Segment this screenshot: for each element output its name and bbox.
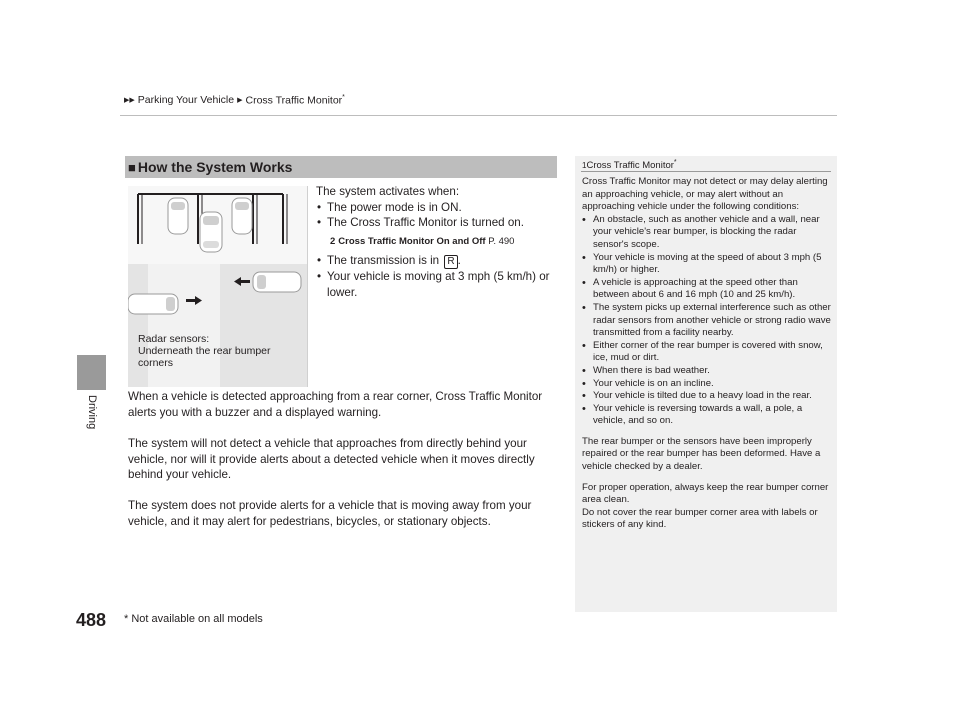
page-number: 488: [76, 610, 107, 630]
cross-reference-link[interactable]: 2 Cross Traffic Monitor On and Off P. 490: [330, 235, 515, 247]
list-item: • Your vehicle is moving at 3 mph (5 km/h) or lower.: [316, 269, 561, 300]
list-item: • Your vehicle is on an incline.: [582, 378, 834, 391]
list-item: • Your vehicle is tilted due to a heavy load in the rear.: [582, 390, 834, 403]
breadcrumb-arrow-icon: ▶▶: [124, 97, 135, 105]
sidebar-rule: [581, 171, 831, 172]
list-item: • An obstacle, such as another vehicle and a wall, near your vehicle's rear bumper, is blocking the radar sensor's scope.: [582, 214, 834, 252]
section-square-icon: ■: [128, 159, 136, 175]
list-item: • The Cross Traffic Monitor is turned on.: [316, 215, 561, 231]
sidebar-note: [575, 156, 837, 612]
note-number-icon: 1: [582, 161, 587, 171]
parking-illustration: [128, 186, 308, 387]
chapter-label: Driving: [86, 395, 98, 430]
activation-intro: The system activates when:: [316, 185, 460, 198]
section-header: [125, 156, 557, 178]
sidebar-title: 1Cross Traffic Monitor*: [582, 159, 677, 172]
list-item: • When there is bad weather.: [582, 365, 834, 378]
header-rule: [120, 115, 837, 116]
cross-reference-icon: 2: [330, 235, 336, 247]
footnote: * Not available on all models: [124, 613, 263, 625]
illustration-caption: Radar sensors: Underneath the rear bumper corners: [138, 333, 271, 369]
sidebar-body: [582, 176, 834, 532]
sidebar-paragraph: For proper operation, always keep the rear bumper corner area clean.: [582, 481, 829, 506]
list-item: • The transmission is in R .: [316, 253, 561, 269]
list-item: • The system picks up external interference such as other radar sensors from another vehicle or strong radio wave transmitted from a facility nearby.: [582, 302, 834, 340]
section-title: How the System Works: [137, 159, 293, 175]
list-item: • A vehicle is approaching at the speed other than between about 6 and 16 mph (10 and 25 km/h).: [582, 277, 834, 302]
activation-conditions: [316, 184, 561, 300]
list-item: • Your vehicle is reversing towards a wall, a pole, a vehicle, and so on.: [582, 403, 834, 428]
body-paragraph: The system does not provide alerts for a vehicle that is moving away from your vehicle, and it may alert for pedestrians, bicycles, or stationary objects.: [128, 499, 532, 528]
sidebar-paragraph: The rear bumper or the sensors have been improperly repaired or the rear bumper has been deformed. Have a vehicle checked by a dealer.: [582, 435, 821, 473]
sidebar-paragraph: Do not cover the rear bumper corner area with labels or stickers of any kind.: [582, 506, 818, 531]
breadcrumb: [124, 94, 345, 107]
breadcrumb-item-cross-traffic[interactable]: Cross Traffic Monitor*: [245, 94, 345, 107]
list-item: • Either corner of the rear bumper is covered with snow, ice, mud or dirt.: [582, 340, 834, 365]
body-paragraph: When a vehicle is detected approaching from a rear corner, Cross Traffic Monitor alerts you with a buzzer and a displayed warning.: [128, 390, 543, 419]
sidebar-intro: Cross Traffic Monitor may not detect or may delay alerting an approaching vehicle, or may alert without an approaching vehicle under the following conditions:: [582, 176, 828, 213]
list-item: • The power mode is in ON.: [316, 200, 561, 216]
body-paragraph: The system will not detect a vehicle that approaches from directly behind your vehicle, nor will it provide alerts about a detected vehicle when it moves directly behind your vehicle.: [128, 437, 535, 481]
breadcrumb-arrow-icon: ▶: [237, 97, 243, 105]
breadcrumb-item-parking[interactable]: Parking Your Vehicle: [137, 94, 235, 107]
gear-r-icon: R: [444, 255, 457, 269]
list-item: • Your vehicle is moving at the speed of about 3 mph (5 km/h) or higher.: [582, 252, 834, 277]
chapter-tab: [77, 355, 106, 390]
